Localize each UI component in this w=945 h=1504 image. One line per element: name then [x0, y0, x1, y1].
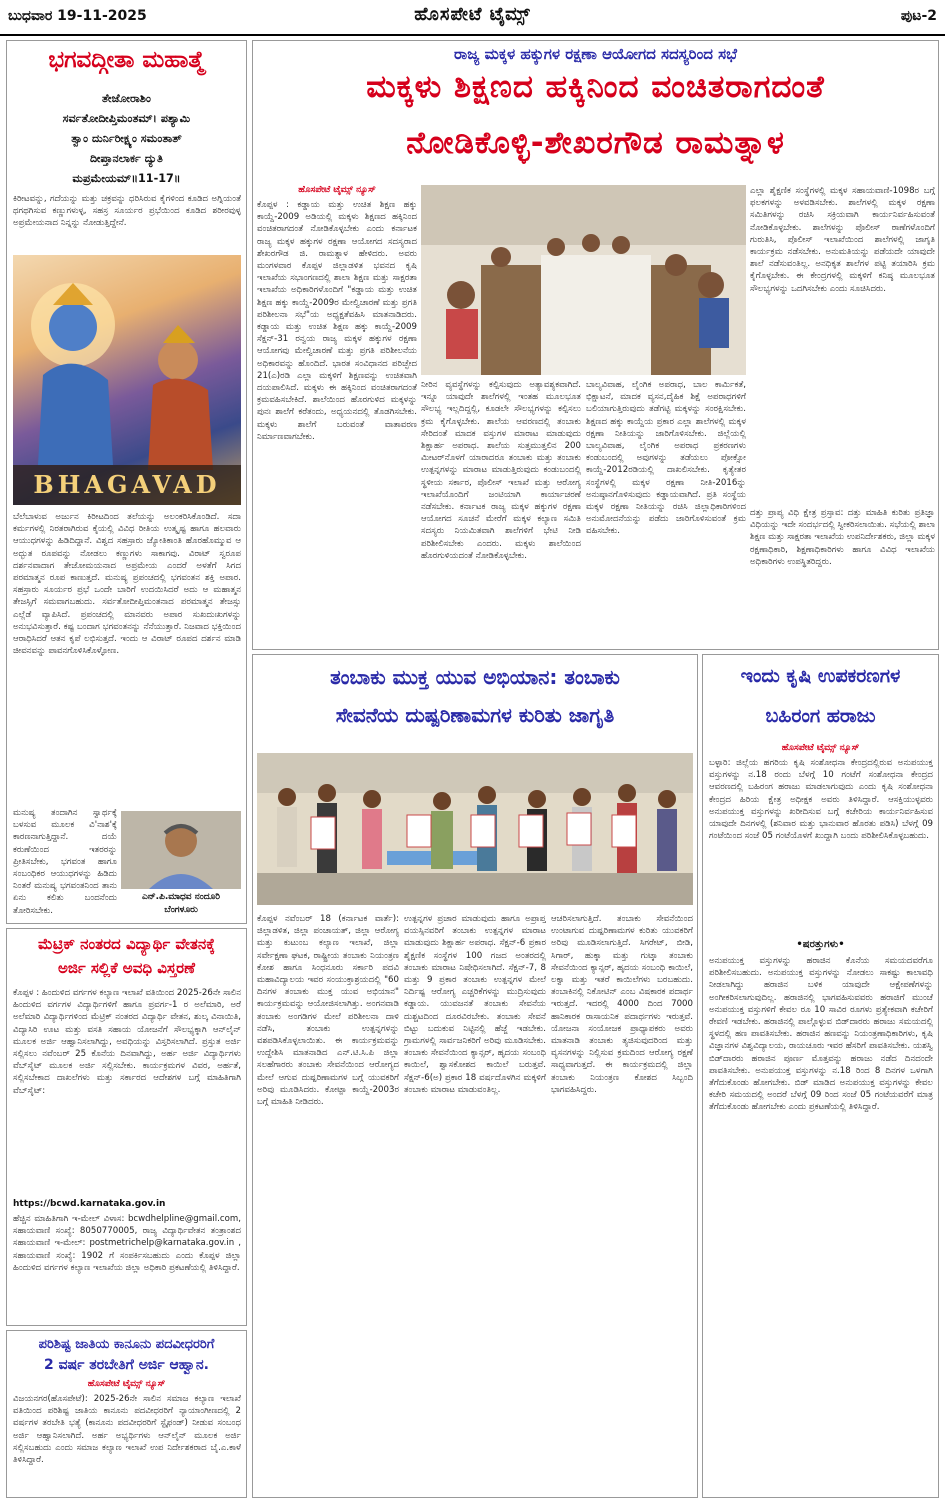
verse-line: ದೀಪ್ತಾನಲಾರ್ಕ ದ್ಯುತಿ	[90, 152, 163, 165]
law-body: ವಿಜಯನಗರ(ಹೊಸಪೇಟೆ): 2025-26ನೇ ಸಾಲಿನ ಸಮಾಜ ಕಲ್ಯಾಣ ಇಲಾಖೆ ವತಿಯಿಂದ ಪರಿಶಿಷ್ಟ ಜಾತಿಯ ಕಾನೂನು ಪದವೀಧರರಿಗೆ ನ್ಯಾಯಾಂಗೀಣದಲ್ಲಿ 2 ವರ್ಷಗಳ ತರಬೇತಿ ಭತ್ಯೆ (ಕಾನೂನು ಪದವೀಧರರಿಗೆ ಸ್ಟೈಫಂಡ್) ನೀಡುವ ಸಂಬಂಧ ಅರ್ಜಿ ಆಹ್ವಾನಿಸಲಾಗಿದೆ. ಅರ್ಹ ಅಭ್ಯರ್ಥಿಗಳು ಆನ್‌ಲೈನ್ ಮೂಲಕ ಅರ್ಜಿ ಸಲ್ಲಿಸಬಹುದು ಎಂದು ಸಮಾಜ ಕಲ್ಯಾಣ ಇಲಾಖೆ ಉಪ ನಿರ್ದೇಶಕರಾದ ಬೈ.ಎ.ಕಾಳೆ ತಿಳಿಸಿದ್ದಾರೆ.	[13, 1394, 241, 1466]
tobacco-group-scene	[257, 753, 693, 905]
lead-col-1: ಕೊಪ್ಪಳ : ಕಡ್ಡಾಯ ಮತ್ತು ಉಚಿತ ಶಿಕ್ಷಣ ಹಕ್ಕು ಕಾಯ್ದೆ-2009 ಅಡಿಯಲ್ಲಿ ಮಕ್ಕಳು ಶಿಕ್ಷಣದ ಹಕ್ಕಿನಿಂದ ವಂಚಿತರಾಗದಂತೆ ನೋಡಿಕೊಳ್ಳಬೇಕು ಎಂದು ಕರ್ನಾಟಕ ರಾಜ್ಯ ಮಕ್ಕಳ ಹಕ್ಕುಗಳ ರಕ್ಷಣಾ ಆಯೋಗದ ಸದಸ್ಯರಾದ ಶೇಖರಗೌಡ ಜಿ. ರಾಮತ್ನಾಳ ಹೇಳಿದರು. ಅವರು ಮಂಗಳವಾರ ಕೊಪ್ಪಳ ಜಿಲ್ಲಾಡಳಿತ ಭವನದ ಕೃಷಿ ಇಲಾಖೆಯ ಸಭಾಂಗಣದಲ್ಲಿ ಶಾಲಾ ಶಿಕ್ಷಣ ಮತ್ತು ಸಾಕ್ಷರತಾ ಇಲಾಖೆಯ ಅಧಿಕಾರಿಗಳೊಂದಿಗೆ "ಕಡ್ಡಾಯ ಮತ್ತು ಉಚಿತ ಶಿಕ್ಷಣ ಹಕ್ಕು ಕಾಯ್ದೆ-2009ರ ಮೇಲ್ವಿಚಾರಣೆ ಮತ್ತು ಪ್ರಗತಿ ಪರಿಶೀಲನಾ ಸಭೆ"ಯ ಅಧ್ಯಕ್ಷತೆವಹಿಸಿ ಮಾತನಾಡಿದರು. ಕಡ್ಡಾಯ ಮತ್ತು ಉಚಿತ ಶಿಕ್ಷಣ ಹಕ್ಕು ಕಾಯ್ದೆ-2009 ಸೆಕ್ಷನ್-31 ರನ್ವಯ ರಾಜ್ಯ ಮಕ್ಕಳ ಹಕ್ಕುಗಳ ರಕ್ಷಣಾ ಆಯೋಗವು ಮೇಲ್ವಿಚಾರಣೆ ಮತ್ತು ಪ್ರಗತಿ ಪರಿಶೀಲನೆಯ ಅಧಿಕಾರವನ್ನು ಹೊಂದಿದೆ. ಭಾರತ ಸಂವಿಧಾನದ ಪರಿಚ್ಛೇದ 21(ಎ)ರಡಿ ಎಲ್ಲಾ ಮಕ್ಕಳಿಗೆ ಶಿಕ್ಷಣವನ್ನು ಉಚಿತವಾಗಿ ದಯಪಾಲಿಸಿದೆ. ಮಕ್ಕಳು ಈ ಹಕ್ಕಿನಿಂದ ವಂಚಿತರಾಗದಂತೆ ಕ್ರಮವಹಿಸಬೇಕಿದೆ. ಶಾಲೆಯಿಂದ ಹೊರಗುಳಿದ ಮಕ್ಕಳನ್ನು ಪುನಃ ಶಾಲೆಗೆ ಕರೆತಂದು, ಅಧ್ಯಯನದಲ್ಲಿ ತೊಡಗಿಸಬೇಕು. ಮಕ್ಕಳು ಶಾಲೆಗೆ ಬರುವಂತೆ ವಾತಾವರಣ ನಿರ್ಮಾಣವಾಗಬೇಕು.	[257, 200, 417, 442]
lead-col-2: ನೀರಿನ ವ್ಯವಸ್ಥೆಗಳನ್ನು ಕಲ್ಪಿಸುವುದು ಅತ್ಯಾವಶ್ಯಕವಾಗಿದೆ. ಇನ್ನೂ ಯಾವುದೇ ಶಾಲೆಗಳಲ್ಲಿ ಇಂತಹ ಮೂಲಭೂತ ಸೌಲಭ್ಯ ಇಲ್ಲದಿದ್ದಲ್ಲಿ, ಕೂಡಲೇ ಸೌಲಭ್ಯಗಳನ್ನು ಕಲ್ಪಿಸಲು ಕ್ರಮ ಕೈಗೊಳ್ಳಬೇಕು. ಶಾಲೆಯ ಆವರಣದಲ್ಲಿ ತಂಬಾಕು ಸೇರಿದಂತೆ ಮಾದಕ ವಸ್ತುಗಳ ಮಾರಾಟ ಮಾಡುವುದು ಶಿಕ್ಷಾರ್ಹ ಅಪರಾಧ. ಶಾಲೆಯ ಸುತ್ತಮುತ್ತಲಿನ 200 ಮೀಟರ್‌ನೊಳಗೆ ಯಾರಾದರೂ ತಂಬಾಕು ಮತ್ತು ತಂಬಾಕು ಉತ್ಪನ್ನಗಳನ್ನು ಮಾರಾಟ ಮಾಡುತ್ತಿರುವುದು ಕಂಡುಬಂದಲ್ಲಿ ಸ್ಥಳೀಯ ಸರ್ಕಾರ, ಪೊಲೀಸ್ ಇಲಾಖೆ ಮತ್ತು ಆರೋಗ್ಯ ಇಲಾಖೆಯೊಂದಿಗೆ ಜಂಟಿಯಾಗಿ ಕಾರ್ಯಾಚರಣೆ ನಡೆಸಬೇಕು. ಕರ್ನಾಟಕ ರಾಜ್ಯ ಮಕ್ಕಳ ಹಕ್ಕುಗಳ ರಕ್ಷಣಾ ಆಯೋಗದ ಸೂಚನೆ ಮೇರೆಗೆ ಮಕ್ಕಳ ಕಲ್ಯಾಣ ಸಮಿತಿ ಸದಸ್ಯರು ನಿಯಮಿತವಾಗಿ ಶಾಲೆಗಳಿಗೆ ಭೇಟಿ ನೀಡಿ ಪರಿಶೀಲಿಸಬೇಕು ಎಂದರು. ಮಕ್ಕಳು ಶಾಲೆಯಿಂದ ಹೊರಗುಳಿಯದಂತೆ ನೋಡಿಕೊಳ್ಳಬೇಕು.	[421, 380, 581, 561]
meeting-photo	[421, 185, 746, 375]
painting-art	[13, 255, 241, 505]
tobacco-col-3: ಆಚರಿಸಲಾಗುತ್ತಿದೆ. ತಂಬಾಕು ಸೇವನೆಯಿಂದ ಉಂಟಾಗುವ ದುಷ್ಪರಿಣಾಮಗಳ ಕುರಿತು ಯುವಕರಿಗೆ ಅರಿವು ಮೂಡಿಸಲಾಗುತ್ತಿದೆ. ಸಿಗರೇಟ್, ಬೀಡಿ, ಸಿಗಾರ್, ಹುಕ್ಕಾ ಮತ್ತು ಗುಟ್ಕಾ ತಂಬಾಕು ಸೇವನೆಯಿಂದ ಕ್ಯಾನ್ಸರ್, ಹೃದಯ ಸಂಬಂಧಿ ಕಾಯಿಲೆ, ಲಕ್ವಾ ಮತ್ತು ಇತರೆ ಕಾಯಿಲೆಗಳು ಬರಬಹುದು. ತಂಬಾಕಿನಲ್ಲಿ ನಿಕೋಟಿನ್ ಎಂಬ ವಿಷಕಾರಕ ಪದಾರ್ಥ ಇರುತ್ತದೆ. ಇದರಲ್ಲಿ 4000 ದಿಂದ 7000 ಹಾನಿಕಾರಕ ರಾಸಾಯನಿಕ ಪದಾರ್ಥಗಳು ಇರುತ್ತವೆ. ಯೋಜನಾ ಸಂಯೋಜಕ ಪ್ರಾಧ್ಯಾಪಕರು ಅವರು ಮಾತನಾಡಿ ತಂಬಾಕು ತ್ಯಜಿಸುವುದರಿಂದ ಮತ್ತು ವ್ಯಸನಗಳನ್ನು ನಿಲ್ಲಿಸುವ ಕ್ರಮದಿಂದ ಆರೋಗ್ಯ ರಕ್ಷಣೆ ಸಾಧ್ಯವಾಗುತ್ತದೆ. ಈ ಕಾರ್ಯಕ್ರಮದಲ್ಲಿ ಜಿಲ್ಲಾ ತಂಬಾಕು ನಿಯಂತ್ರಣ ಕೋಶದ ಸಿಬ್ಬಂದಿ ಭಾಗವಹಿಸಿದ್ದರು.	[551, 914, 693, 1095]
law-title-1: ಪರಿಶಿಷ್ಟ ಜಾತಿಯ ಕಾನೂನು ಪದವೀಧರರಿಗೆ	[38, 1337, 215, 1352]
lead-headline-2: ನೋಡಿಕೊಳ್ಳಿ-ಶೇಖರಗೌಡ ರಾಮತ್ನಾಳ	[406, 125, 785, 161]
law-graduates-article	[6, 1330, 247, 1498]
scholarship-url[interactable]: https://bcwd.karnataka.gov.in	[13, 1199, 166, 1209]
tobacco-col-2: ಉತ್ಪನ್ನಗಳ ಪ್ರಚಾರ ಮಾಡುವುದು ಹಾಗೂ ಅಪ್ರಾಪ್ತ ವಯಸ್ಸಿನವರಿಗೆ ತಂಬಾಕು ಉತ್ಪನ್ನಗಳ ಮಾರಾಟ ಮಾಡುವುದು ಶಿಕ್ಷಾರ್ಹ ಅಪರಾಧ. ಸೆಕ್ಷನ್-6 ಪ್ರಕಾರ ಶೈಕ್ಷಣಿಕ ಸಂಸ್ಥೆಗಳ 100 ಗಜದ ಅಂತರದಲ್ಲಿ ತಂಬಾಕು ಮಾರಾಟ ನಿಷೇಧಿಸಲಾಗಿದೆ. ಸೆಕ್ಷನ್-7, 8 ಮತ್ತು 9 ಪ್ರಕಾರ ತಂಬಾಕು ಉತ್ಪನ್ನಗಳ ಮೇಲೆ ನಿರ್ದಿಷ್ಟ ಆರೋಗ್ಯ ಎಚ್ಚರಿಕೆಗಳನ್ನು ಮುದ್ರಿಸುವುದು ಕಡ್ಡಾಯ. ಯುವಜನತೆ ತಂಬಾಕು ಸೇವನೆಯ ದುಶ್ಚಟದಿಂದ ದೂರವಿರಬೇಕು. ತಂಬಾಕು ಸೇವನೆ ಬಿಟ್ಟು ಬದುಕುವ ನಿಟ್ಟಿನಲ್ಲಿ ಹೆಜ್ಜೆ ಇಡಬೇಕು. ಗ್ರಾಮಗಳಲ್ಲಿ ಸಾರ್ವಜನಿಕರಿಗೆ ಅರಿವು ಮೂಡಿಸಬೇಕು. ತಂಬಾಕು ಸೇವನೆಯಿಂದ ಕ್ಯಾನ್ಸರ್, ಹೃದಯ ಸಂಬಂಧಿ ಕಾಯಿಲೆ, ಶ್ವಾಸಕೋಶದ ಕಾಯಿಲೆ ಬರುತ್ತವೆ. ಸೆಕ್ಷನ್-6(ಅ) ಪ್ರಕಾರ 18 ವರ್ಷದೊಳಗಿನ ಮಕ್ಕಳಿಗೆ ತಂಬಾಕು ಮಾರಾಟ ಮಾಡುವಂತಿಲ್ಲ.	[404, 914, 546, 1095]
lead-col-4: ಎಲ್ಲಾ ಶೈಕ್ಷಣಿಕ ಸಂಸ್ಥೆಗಳಲ್ಲಿ ಮಕ್ಕಳ ಸಹಾಯವಾಣಿ-1098ರ ಬಗ್ಗೆ ಫಲಕಗಳನ್ನು ಅಳವಡಿಸಬೇಕು. ಶಾಲೆಗಳಲ್ಲಿ ಮಕ್ಕಳ ರಕ್ಷಣಾ ಸಮಿತಿಗಳನ್ನು ರಚಿಸಿ ಸಕ್ರಿಯವಾಗಿ ಕಾರ್ಯನಿರ್ವಹಿಸುವಂತೆ ನೋಡಿಕೊಳ್ಳಬೇಕು. ಶಾಲೆಗಳನ್ನು ಪೊಲೀಸ್ ಠಾಣೆಗಳೊಂದಿಗೆ ಗುರುತಿಸಿ, ಪೊಲೀಸ್ ಇಲಾಖೆಯಿಂದ ಶಾಲೆಗಳಲ್ಲಿ ಜಾಗೃತಿ ಕಾರ್ಯಕ್ರಮ ನಡೆಸಬೇಕು. ಅನುಮತಿಯನ್ನು ಪಡೆಯದೇ ಯಾವುದೇ ಶಾಲೆ ನಡೆಸುವಂತಿಲ್ಲ. ಅನಧಿಕೃತ ಶಾಲೆಗಳ ಪಟ್ಟಿ ತಯಾರಿಸಿ ಕ್ರಮ ಕೈಗೊಳ್ಳಬೇಕು. ಈ ಕೇಂದ್ರಗಳಲ್ಲಿ ಮಕ್ಕಳಿಗೆ ಕನಿಷ್ಠ ಮೂಲಭೂತ ಸೌಲಭ್ಯಗಳನ್ನು ಒದಗಿಸಬೇಕು ಎಂದು ಸೂಚಿಸಿದರು.	[750, 186, 935, 294]
lead-kicker: ರಾಜ್ಯ ಮಕ್ಕಳ ಹಕ್ಕುಗಳ ರಕ್ಷಣಾ ಆಯೋಗದ ಸದಸ್ಯರಿಂದ ಸಭೆ	[454, 45, 737, 63]
auction-headline-2: ಬಹಿರಂಗ ಹರಾಜು	[765, 705, 876, 727]
author-photo	[121, 811, 241, 889]
issue-date: ಬುಧವಾರ 19-11-2025	[8, 8, 147, 24]
painting-caption: BHAGAVAD	[33, 470, 221, 499]
lead-byline: ಹೊಸಪೇಟೆ ಟೈಮ್ಸ್ ನ್ಯೂಸ್	[298, 185, 376, 195]
verse-line: ಮಪ್ರಮೇಯಮ್‌॥11-17॥	[72, 172, 181, 185]
gita-body: ಬೆಲೆಬಾಳುವ ಅರ್ಜುನ ಕಿರೀಟದಿಂದ ತಲೆಯನ್ನು ಅಲಂಕರಿಸಿಕೊಂಡಿದೆ. ಸದಾ ಕರ್ಮಗಳಲ್ಲಿ ನಿರತರಾಗಿರುವ ಕೈಯಲ್ಲಿ ವಿವಿಧ ರೀತಿಯ ಉತ್ಕೃಷ್ಟ ಹಾಗೂ ಹಲವಾರು ಆಯುಧಗಳನ್ನು ಹಿಡಿದಿದ್ದಾನೆ. ವಿಶ್ವದ ಸಹಸ್ರಾರು ಜ್ಯೋತಿಕಾಂತಿ ಹೊರಹೊಮ್ಮುವ ಆ ಅದ್ಭುತ ರೂಪವನ್ನು ನೋಡಲು ಕಣ್ಣುಗಳು ಸಾಕಾಗವು. ವಿರಾಟ್ ಸ್ವರೂಪ ದರ್ಶನವಾದಾಗ ತೇಜೋಮಯನಾದ ಅಪ್ರಮೇಯ ಎಂದರೆ ಅಳತೆಗೆ ಸಿಗದ ಪರಮಾತ್ಮನ ರೂಪ ಕಾಣುತ್ತದೆ. ಮನುಷ್ಯ ಪ್ರಪಂಚದಲ್ಲಿ ಭಗವಂತನ ಶಕ್ತಿ ಅಪಾರ. ಸಹಸ್ರಾರು ಸೂರ್ಯರ ಪ್ರಭೆ ಒಂದೇ ಬಾರಿಗೆ ಉದಯಿಸಿದರೆ ಅದು ಆ ಮಹಾತ್ಮನ ತೇಜಸ್ಸಿಗೆ ಸಮವಾಗಬಹುದು. ಸರ್ವತೋದೀಪ್ತಿಮಂತನಾದ ಪರಮಾತ್ಮನ ತೇಜಸ್ಸು ಎಲ್ಲೆಡೆ ವ್ಯಾಪಿಸಿದೆ. ಪ್ರಪಂಚದಲ್ಲಿ ಮಾನವರು ಅಪಾರ ಸುಖದುಃಖಗಳನ್ನು ಅನುಭವಿಸುತ್ತಾರೆ. ಕಷ್ಟ ಬಂದಾಗ ಭಗವಂತನನ್ನು ನೆನೆಯುತ್ತಾರೆ. ನಿಜವಾದ ಭಕ್ತಿಯಿಂದ ಆರಾಧಿಸಿದರೆ ಆತನ ಕೃಪೆ ಲಭಿಸುತ್ತದೆ. ಇಂದು ಆ ವಿರಾಟ್ ರೂಪದ ದರ್ಶನ ಮಾಡಿ ಜೀವನವನ್ನು ಪಾವನಗೊಳಿಸಿಕೊಳ್ಳೋಣ.	[13, 512, 241, 657]
masthead-title: ಹೊಸಪೇಟೆ ಟೈಮ್ಸ್	[414, 4, 531, 25]
tobacco-col-1: ಕೊಪ್ಪಳ ನವೆಂಬರ್ 18 (ಕರ್ನಾಟಕ ವಾರ್ತೆ): ಜಿಲ್ಲಾಡಳಿತ, ಜಿಲ್ಲಾ ಪಂಚಾಯತ್, ಜಿಲ್ಲಾ ಆರೋಗ್ಯ ಮತ್ತು ಕುಟುಂಬ ಕಲ್ಯಾಣ ಇಲಾಖೆ, ಜಿಲ್ಲಾ ಸರ್ವೇಕ್ಷಣಾ ಘಟಕ, ರಾಷ್ಟ್ರೀಯ ತಂಬಾಕು ನಿಯಂತ್ರಣ ಕೋಶ ಹಾಗೂ ಸಿಂಧನೂರು ಸರ್ಕಾರಿ ಪದವಿ ಮಹಾವಿದ್ಯಾಲಯ ಇವರ ಸಂಯುಕ್ತಾಶ್ರಯದಲ್ಲಿ "60 ದಿನಗಳ ತಂಬಾಕು ಮುಕ್ತ ಯುವ ಅಭಿಯಾನ" ಕಾರ್ಯಕ್ರಮವನ್ನು ಆಯೋಜಿಸಲಾಗಿತ್ತು. ಅಂಗನವಾಡಿ ತಂಬಾಕು ಅಂಗಡಿಗಳ ಮೇಲೆ ಪರಿಶೀಲನಾ ದಾಳಿ ನಡೆಸಿ, ತಂಬಾಕು ಉತ್ಪನ್ನಗಳನ್ನು ವಶಪಡಿಸಿಕೊಳ್ಳಲಾಯಿತು. ಈ ಕಾರ್ಯಕ್ರಮವನ್ನು ಉದ್ದೇಶಿಸಿ ಮಾತನಾಡಿದ ಎನ್.ಟಿ.ಸಿ.ಪಿ ಜಿಲ್ಲಾ ಸಲಹೆಗಾರರು ತಂಬಾಕು ಸೇವನೆಯಿಂದ ಆರೋಗ್ಯದ ಮೇಲೆ ಆಗುವ ದುಷ್ಪರಿಣಾಮಗಳ ಬಗ್ಗೆ ಯುವಕರಿಗೆ ಅರಿವು ಮೂಡಿಸಿದರು. ಕೋಟ್ಪಾ ಕಾಯ್ದೆ-2003ರ ಬಗ್ಗೆ ಮಾಹಿತಿ ನೀಡಿದರು.	[257, 914, 399, 1108]
meeting-scene	[421, 185, 746, 375]
conditions-label: ಷರತ್ತುಗಳು	[802, 939, 839, 950]
author-place: ಬೆಂಗಳೂರು	[164, 905, 198, 915]
auction-article	[702, 654, 939, 1498]
verse-line: ತ್ವಾಂ ದುರ್ನಿರೀಕ್ಷ್ಯಂ ಸಮಂತಾತ್‌	[71, 132, 182, 145]
tobacco-headline-1: ತಂಬಾಕು ಮುಕ್ತ ಯುವ ಅಭಿಯಾನ: ತಂಬಾಕು	[330, 665, 620, 689]
author-name: ಎನ್.ಪಿ.ಮಾಧವ ನಂದೂರಿ	[141, 892, 221, 902]
gita-article	[6, 40, 247, 924]
auction-subhead	[703, 939, 938, 950]
lead-article	[252, 40, 939, 650]
lead-col-4b: ದತ್ತು ಪ್ರಾಪ್ಯ ವಿಧಿ ಕ್ಷೇತ್ರ ಪ್ರಸ್ತಾವ: ದತ್ತು ಮಾಹಿತಿ ಕುರಿತು ಪ್ರತಿಜ್ಞಾ ವಿಧಿಯನ್ನು ಇದೇ ಸಂದರ್ಭದಲ್ಲಿ ಸ್ವೀಕರಿಸಲಾಯಿತು. ಸಭೆಯಲ್ಲಿ ಶಾಲಾ ಶಿಕ್ಷಣ ಮತ್ತು ಸಾಕ್ಷರತಾ ಇಲಾಖೆಯ ಉಪನಿರ್ದೇಶಕರು, ಜಿಲ್ಲಾ ಮಕ್ಕಳ ರಕ್ಷಣಾಧಿಕಾರಿ, ಶಿಕ್ಷಣಾಧಿಕಾರಿಗಳು ಹಾಗೂ ವಿವಿಧ ಇಲಾಖೆಯ ಅಧಿಕಾರಿಗಳು ಉಪಸ್ಥಿತರಿದ್ದರು.	[750, 508, 935, 567]
page-header	[0, 0, 945, 36]
scholarship-body: ಕೊಪ್ಪಳ : ಹಿಂದುಳಿದ ವರ್ಗಗಳ ಕಲ್ಯಾಣ ಇಲಾಖೆ ವತಿಯಿಂದ 2025-26ನೇ ಸಾಲಿನ ಹಿಂದುಳಿದ ವರ್ಗಗಳ ವಿದ್ಯಾರ್ಥಿಗಳಿಗೆ ಹಾಗೂ ಪ್ರವರ್ಗ-1 ರ ಅಲೆಮಾರಿ, ಅರೆ ಅಲೆಮಾರಿ ವಿದ್ಯಾರ್ಥಿಗಳಿಂದ ಮೆಟ್ರಿಕ್ ನಂತರದ ವಿದ್ಯಾರ್ಥಿ ವೇತನ, ಶುಲ್ಕ ವಿನಾಯಿತಿ, ವಿದ್ಯಾಸಿರಿ ಊಟ ಮತ್ತು ವಸತಿ ಸಹಾಯ ಯೋಜನೆಗೆ ಸೌಲಭ್ಯಕ್ಕಾಗಿ ಆನ್‌ಲೈನ್ ಮೂಲಕ ಅರ್ಜಿ ಆಹ್ವಾನಿಸಲಾಗಿದ್ದು, ಅವಧಿಯನ್ನು ವಿಸ್ತರಿಸಲಾಗಿದೆ. ಪ್ರಸ್ತುತ ಅರ್ಜಿ ಸಲ್ಲಿಸಲು ನವೆಂಬರ್ 25 ಕೊನೆಯ ದಿನವಾಗಿದ್ದು, ಅರ್ಹ ಅರ್ಜಿ ವಿದ್ಯಾರ್ಥಿಗಳು ವೆಬ್‌ಸೈಟ್ ಮೂಲಕ ಅರ್ಜಿ ಸಲ್ಲಿಸಬೇಕು. ಕಾರ್ಯಕ್ರಮಗಳ ವಿವರ, ಅರ್ಹತೆ, ಸಲ್ಲಿಸಬೇಕಾದ ದಾಖಲೆಗಳು ಮತ್ತು ಸರ್ಕಾರದ ಆದೇಶಗಳ ಬಗ್ಗೆ ಮಾಹಿತಿಗಾಗಿ ವೆಬ್‌ಸೈಟ್:	[13, 988, 241, 1096]
scholarship-help: ಹೆಚ್ಚಿನ ಮಾಹಿತಿಗಾಗಿ ಇ-ಮೇಲ್ ವಿಳಾಸ: bcwdhelpline@gmail.com, ಸಹಾಯವಾಣಿ ಸಂಖ್ಯೆ: 8050770005, ರಾಜ್ಯ ವಿದ್ಯಾರ್ಥಿವೇತನ ತಂತ್ರಾಂಶದ ಸಹಾಯವಾಣಿ ಇ-ಮೇಲ್: postmetrichelp@karnataka.gov.in , ಸಹಾಯವಾಣಿ ಸಂಖ್ಯೆ: 1902 ಗೆ ಸಂಪರ್ಕಿಸಬಹುದು ಎಂದು ಕೊಪ್ಪಳ ಜಿಲ್ಲಾ ಹಿಂದುಳಿದ ವರ್ಗಗಳ ಕಲ್ಯಾಣ ಇಲಾಖೆಯ ಜಿಲ್ಲಾ ಅಧಿಕಾರಿ ಪ್ರಕಟಣೆಯಲ್ಲಿ ತಿಳಿಸಿದ್ದಾರೆ.	[13, 1214, 241, 1273]
tobacco-headline-2: ಸೇವನೆಯ ದುಷ್ಪರಿಣಾಮಗಳ ಕುರಿತು ಜಾಗೃತಿ	[335, 703, 615, 727]
gita-verse	[7, 89, 246, 189]
scholarship-article	[6, 928, 247, 1326]
author-portrait	[121, 811, 241, 889]
verse-line: ಸರ್ವತೋದೀಪ್ತಿಮಂತಮ್‌। ಪಶ್ಯಾಮಿ	[62, 112, 191, 125]
gita-title: ಭಗವದ್ಗೀತಾ ಮಹಾತ್ಮೆ	[48, 47, 205, 73]
auction-byline: ಹೊಸಪೇಟೆ ಟೈಮ್ಸ್ ನ್ಯೂಸ್	[781, 743, 860, 753]
auction-conditions: ಅನುಪಯುಕ್ತ ವಸ್ತುಗಳನ್ನು ಹರಾಜಿನ ಕೊನೆಯ ಸಮಯದವರೆಗೂ ಪರಿಶೀಲಿಸಬಹುದು. ಅನುಪಯುಕ್ತ ವಸ್ತುಗಳನ್ನು ನೋಡಲು ಸಾಕಷ್ಟು ಕಾಲಾವಧಿ ನೀಡಲಾಗಿದ್ದು ಹರಾಜಿನ ಬಳಿಕ ಯಾವುದೇ ಆಕ್ಷೇಪಣೆಗಳನ್ನು ಅಂಗೀಕರಿಸಲಾಗುವುದಿಲ್ಲ. ಹರಾಜಿನಲ್ಲಿ ಭಾಗವಹಿಸುವವರು ಹರಾಜಿಗೆ ಮುಂಚೆ ಅನುಪಯುಕ್ತ ವಸ್ತುಗಳಿಗೆ ಕೇವಲ ರೂ 10 ಸಾವಿರ ರೂಗಳು ಪ್ರತ್ಯೇಕವಾಗಿ ಕಚೇರಿಗೆ ಠೇವಣಿ ಇಡಬೇಕು. ಹರಾಜಿನಲ್ಲಿ ಪಾಲ್ಗೊಳ್ಳುವ ಬಿಡ್‌ದಾರರು ಹರಾಜು ಸಮಯದಲ್ಲಿ ಸ್ಥಳದಲ್ಲಿ ಹಣ ಪಾವತಿಸಬೇಕು. ಹರಾಜಿನ ಹಣವನ್ನು ನಿಯಂತ್ರಣಾಧಿಕಾರಿಗಳು, ಕೃಷಿ ವಿಜ್ಞಾನಗಳ ವಿಶ್ವವಿದ್ಯಾಲಯ, ರಾಯಚೂರು ಇವರ ಹೆಸರಿಗೆ ಪಾವತಿಸಬೇಕು. ಯಶಸ್ವಿ ಬಿಡ್‌ದಾರರು ಹರಾಜಿನ ಪೂರ್ಣ ಮೊತ್ತವನ್ನು ಹರಾಜು ನಡೆದ ದಿನದಂದೇ ಪಾವತಿಸಬೇಕು. ಅನುಪಯುಕ್ತ ವಸ್ತುಗಳನ್ನು ನ.18 ರಿಂದ 8 ದಿನಗಳ ಒಳಗಾಗಿ ತೆಗೆದುಕೊಂಡು ಹೋಗಬೇಕು. ಬಿಡ್ ಮಾಡಿದ ಅನುಪಯುಕ್ತ ವಸ್ತುಗಳನ್ನು ಕೇವಲ ಕಚೇರಿ ಸಮಯದಲ್ಲಿ ಅಂದರೆ ಬೆಳಗ್ಗೆ 09 ರಿಂದ ಸಂಜೆ 05 ಗಂಟೆಯವರೆಗೆ ಮಾತ್ರ ತೆಗೆದುಕೊಂಡು ಹೋಗಬೇಕು ಎಂದು ಪ್ರಕಟಣೆಯಲ್ಲಿ ತಿಳಿಸಿದ್ದಾರೆ.	[709, 956, 933, 1113]
gita-body-2: ಮನುಷ್ಯ ತಂದಾಗಿನ ಸ್ವಾರ್ಥಕ್ಕೆ ಬಳಸುವ ಮೂಲಕ ವಿ'ನಾಶ'ಕ್ಕೆ ಕಾರಣನಾಗುತ್ತಿದ್ದಾನೆ. ದಯೆ ಕರುಣೆಯಿಂದ ಇತರರನ್ನು ಪ್ರೀತಿಸಬೇಕು, ಭಗವಂತ ಹಾಗೂ ಸಂಬಂಧಿಕರ ಆಯುಧಗಳನ್ನು ಹಿಡಿದು ನಿಂತರೆ ಮನುಷ್ಯ ಭಗವಂತನಿಂದ ತಾನು ಏನು ಕಲಿತು ಬಂದನೆಂದು ತೋರಿಸಬೇಕು.	[13, 808, 117, 916]
subhead-mark: •	[838, 939, 845, 950]
gita-intro: ಕಿರೀಟವನ್ನು, ಗದೆಯನ್ನು ಮತ್ತು ಚಕ್ರವನ್ನು ಧರಿಸಿರುವ ಕೈಗಳಿಂದ ಕೂಡಿದ ಅಗ್ನಿಯಂತೆ ಥಗಥಗಿಸುವ ಕಣ್ಣುಗಳುಳ್ಳ, ಸಹಸ್ರ ಸೂರ್ಯರ ಪ್ರಭೆಯಿಂದ ಕೂಡಿದ ಶರೀರವುಳ್ಳ ಅಪ್ರಮೇಯನಾದ ನಿನ್ನನ್ನು ನೋಡುತ್ತಿದ್ದೇನೆ.	[13, 194, 241, 229]
tobacco-awareness-photo	[257, 753, 693, 905]
law-byline: ಹೊಸಪೇಟೆ ಟೈಮ್ಸ್ ನ್ಯೂಸ್	[87, 1379, 166, 1389]
subhead-mark: •	[796, 939, 803, 950]
tobacco-article	[252, 654, 698, 1498]
law-title-2: 2 ವರ್ಷ ತರಬೇತಿಗೆ ಅರ್ಜಿ ಆಹ್ವಾನ.	[44, 1357, 209, 1373]
lead-col-3: ಬಾಲ್ಯವಿವಾಹ, ಲೈಂಗಿಕ ಅಪರಾಧ, ಬಾಲ ಕಾರ್ಮಿಕತೆ, ಭಿಕ್ಷಾಟನೆ, ಮಾದಕ ವ್ಯಸನ,ದೈಹಿಕ ಶಿಕ್ಷೆ ಅಪರಾಧಗಳಿಗೆ ಬಲಿಯಾಗುತ್ತಿರುವುದು ತಡೆಗಟ್ಟಿ ಮಕ್ಕಳನ್ನು ಸಂರಕ್ಷಿಸಬೇಕು. ಶಿಕ್ಷಣದ ಹಕ್ಕು ಕಾಯ್ದೆಯ ಪ್ರಕಾರ ಎಲ್ಲಾ ಶಾಲೆಗಳಲ್ಲಿ ಮಕ್ಕಳ ರಕ್ಷಣಾ ನೀತಿಯನ್ನು ಜಾರಿಗೊಳಿಸಬೇಕು. ಜಿಲ್ಲೆಯಲ್ಲಿ ಬಾಲ್ಯವಿವಾಹ, ಲೈಂಗಿಕ ಅಪರಾಧ ಪ್ರಕರಣಗಳು ಕಂಡುಬಂದಲ್ಲಿ ಅವುಗಳನ್ನು ತಡೆಯಲು ಪೋಕ್ಸೋ ಕಾಯ್ದೆ-2012ರಡಿಯಲ್ಲಿ ದಾಖಲಿಸಬೇಕು. ಕೃತ್ಯೇತರ ಸಂಸ್ಥೆಗಳಲ್ಲಿ ಮಕ್ಕಳ ರಕ್ಷಣಾ ನೀತಿ-2016ನ್ನು ಅನುಷ್ಠಾನಗೊಳಿಸುವುದು ಕಡ್ಡಾಯವಾಗಿದೆ. ಪ್ರತಿ ಸಂಸ್ಥೆಯ ಮಕ್ಕಳ ರಕ್ಷಣಾ ನೀತಿಯನ್ನು ರಚಿಸಿ ಜಿಲ್ಲಾಧಿಕಾರಿಗಳಿಂದ ಅನುಮೋದನೆಯನ್ನು ಪಡೆದು ಜಾರಿಗೊಳಿಸುವಂತೆ ಕ್ರಮ ವಹಿಸಬೇಕು.	[586, 380, 746, 537]
verse-line: ತೇಜೋರಾಶಿಂ	[102, 92, 151, 105]
lead-headline-1: ಮಕ್ಕಳು ಶಿಕ್ಷಣದ ಹಕ್ಕಿನಿಂದ ವಂಚಿತರಾಗದಂತೆ	[366, 69, 825, 105]
page-number: ಪುಟ-2	[900, 8, 937, 24]
scholarship-title-1: ಮೆಟ್ರಿಕ್ ನಂತರದ ವಿದ್ಯಾರ್ಥಿ ವೇತನಕ್ಕೆ	[38, 935, 215, 953]
auction-headline-1: ಇಂದು ಕೃಷಿ ಉಪಕರಣಗಳ	[740, 665, 901, 687]
scholarship-title-2: ಅರ್ಜಿ ಸಲ್ಲಿಕೆ ಅವಧಿ ವಿಸ್ತರಣೆ	[57, 959, 196, 977]
krishna-arjuna-painting	[13, 255, 241, 505]
auction-body: ಬಳ್ಳಾರಿ: ಜಿಲ್ಲೆಯ ಹಗರಿಯ ಕೃಷಿ ಸಂಶೋಧನಾ ಕೇಂದ್ರದಲ್ಲಿರುವ ಅನುಪಯುಕ್ತ ವಸ್ತುಗಳನ್ನು ನ.18 ರಂದು ಬೆಳಗ್ಗೆ 10 ಗಂಟೆಗೆ ಸಂಶೋಧನಾ ಕೇಂದ್ರದ ಆವರಣದಲ್ಲಿ ಬಹಿರಂಗ ಹರಾಜು ಮಾಡಲಾಗುವುದು ಎಂದು ಕೃಷಿ ಸಂಶೋಧನಾ ಕೇಂದ್ರದ ಹಿರಿಯ ಕ್ಷೇತ್ರ ಅಧೀಕ್ಷಕ ಅವರು ತಿಳಿಸಿದ್ದಾರೆ. ಆಸಕ್ತಿಯುಳ್ಳವರು ಅನುಪಯುಕ್ತ ವಸ್ತುಗಳನ್ನು ಖರೀದಿಸುವ ಬಗ್ಗೆ ಕಚೇರಿಯ ಕಾರ್ಯನಿರ್ವಹಿಸುವ ಯಾವುದೇ ದಿನಗಳಲ್ಲಿ (ಶನಿವಾರ ಮತ್ತು ಭಾನುವಾರ ಹೊರತು ಪಡಿಸಿ) ಬೆಳಗ್ಗೆ 09 ಗಂಟೆಯಿಂದ ಸಂಜೆ 05 ಗಂಟೆಯೊಳಗೆ ಖುದ್ದಾಗಿ ಬಂದು ಪರಿಶೀಲಿಸಿಕೊಳ್ಳಬಹುದು.	[709, 758, 933, 842]
